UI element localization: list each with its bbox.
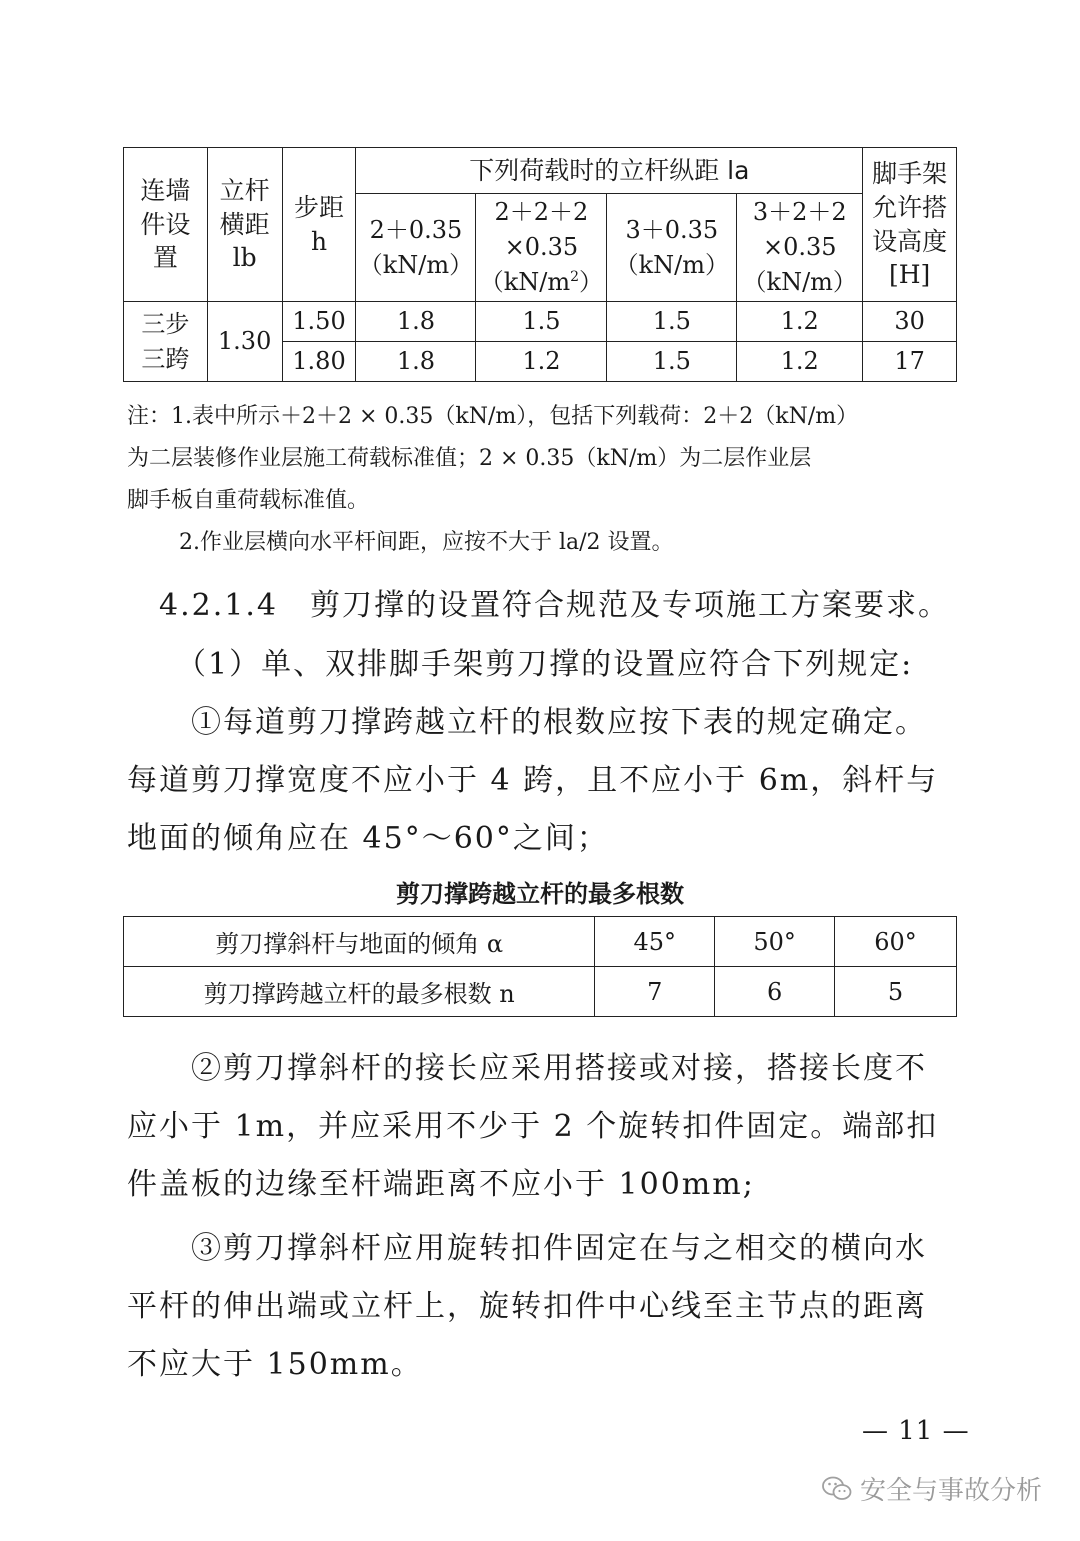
- height-cell: 17: [863, 342, 957, 382]
- note-line: 为二层装修作业层施工荷载标准值；2 × 0.35（kN/m）为二层作业层: [127, 446, 812, 471]
- height-cell: 30: [863, 302, 957, 342]
- header-step: 步距 h: [282, 148, 356, 302]
- table-row: [124, 917, 957, 967]
- load-header-2: 2＋2＋2 ×0.35 $(kN/m^2)$: [476, 194, 607, 302]
- table-row: [124, 302, 957, 342]
- h-cell: 1.50: [282, 302, 356, 342]
- angle-cell: 45°: [595, 917, 715, 967]
- row-label: 剪刀撑跨越立杆的最多根数 n: [124, 967, 595, 1017]
- header-wall-tie: 连墙 件设 置: [124, 148, 208, 302]
- note-line: 2.作业层横向水平杆间距，应按不大于 la/2 设置。: [179, 530, 674, 555]
- header-lb: 立杆 横距 lb: [207, 148, 282, 302]
- load-header-4: 3＋2＋2 ×0.35 （kN/m）: [737, 194, 863, 302]
- wechat-icon: [822, 1476, 852, 1502]
- value-cell: 1.5: [607, 342, 737, 382]
- note-line: 脚手板自重荷载标准值。: [127, 488, 370, 513]
- value-cell: 1.8: [356, 302, 476, 342]
- count-cell: 7: [595, 967, 715, 1017]
- value-cell: 1.2: [476, 342, 607, 382]
- value-cell: 1.2: [737, 342, 863, 382]
- count-cell: 5: [835, 967, 957, 1017]
- watermark: [822, 1470, 1042, 1507]
- header-la: 下列荷载时的立杆纵距 la: [356, 148, 863, 194]
- bracing-table: [123, 916, 957, 1017]
- row-label: 剪刀撑斜杆与地面的倾角 α: [124, 917, 595, 967]
- value-cell: 1.2: [737, 302, 863, 342]
- h-cell: 1.80: [282, 342, 356, 382]
- note-line: 注：1.表中所示＋2＋2 × 0.35（kN/m），包括下列载荷：2＋2（kN/m）: [127, 404, 859, 429]
- value-cell: 1.5: [607, 302, 737, 342]
- paragraph: （1）单、双排脚手架剪刀撑的设置应符合下列规定:: [127, 647, 914, 682]
- load-header-3: 3＋0.35 （kN/m）: [607, 194, 737, 302]
- header-H: 脚手架 允许搭 设高度 [H]: [863, 148, 957, 302]
- setting-cell: 三步 三跨: [124, 302, 208, 382]
- watermark-text: 安全与事故分析: [860, 1476, 1043, 1506]
- paragraph: ②剪刀撑斜杆的接长应采用搭接或对接，搭接长度不应小于 1m，并应采用不少于 2 个旋转扣件固定。端部扣件盖板的边缘至杆端距离不应小于 100mm;: [127, 1051, 939, 1202]
- load-spacing-table: [123, 147, 957, 382]
- count-cell: 6: [715, 967, 835, 1017]
- lb-cell: 1.30: [207, 302, 282, 382]
- value-cell: 1.5: [476, 302, 607, 342]
- table-notes: [127, 396, 967, 564]
- paragraph: ③剪刀撑斜杆应用旋转扣件固定在与之相交的横向水平杆的伸出端或立杆上，旋转扣件中心线至主节点的距离不应大于 150mm。: [127, 1231, 927, 1382]
- table-caption: 剪刀撑跨越立杆的最多根数: [396, 880, 684, 908]
- angle-cell: 60°: [835, 917, 957, 967]
- table-row: [124, 967, 957, 1017]
- value-cell: 1.8: [356, 342, 476, 382]
- section-heading: 4.2.1.4 剪刀撑的设置符合规范及专项施工方案要求。: [127, 588, 950, 623]
- load-header-1: 2＋0.35 （kN/m）: [356, 194, 476, 302]
- paragraph: ①每道剪刀撑跨越立杆的根数应按下表的规定确定。每道剪刀撑宽度不应小于 4 跨，且不应小于 6m，斜杆与地面的倾角应在 45°～60°之间；: [127, 705, 939, 856]
- page-number: — 11 —: [862, 1416, 970, 1446]
- angle-cell: 50°: [715, 917, 835, 967]
